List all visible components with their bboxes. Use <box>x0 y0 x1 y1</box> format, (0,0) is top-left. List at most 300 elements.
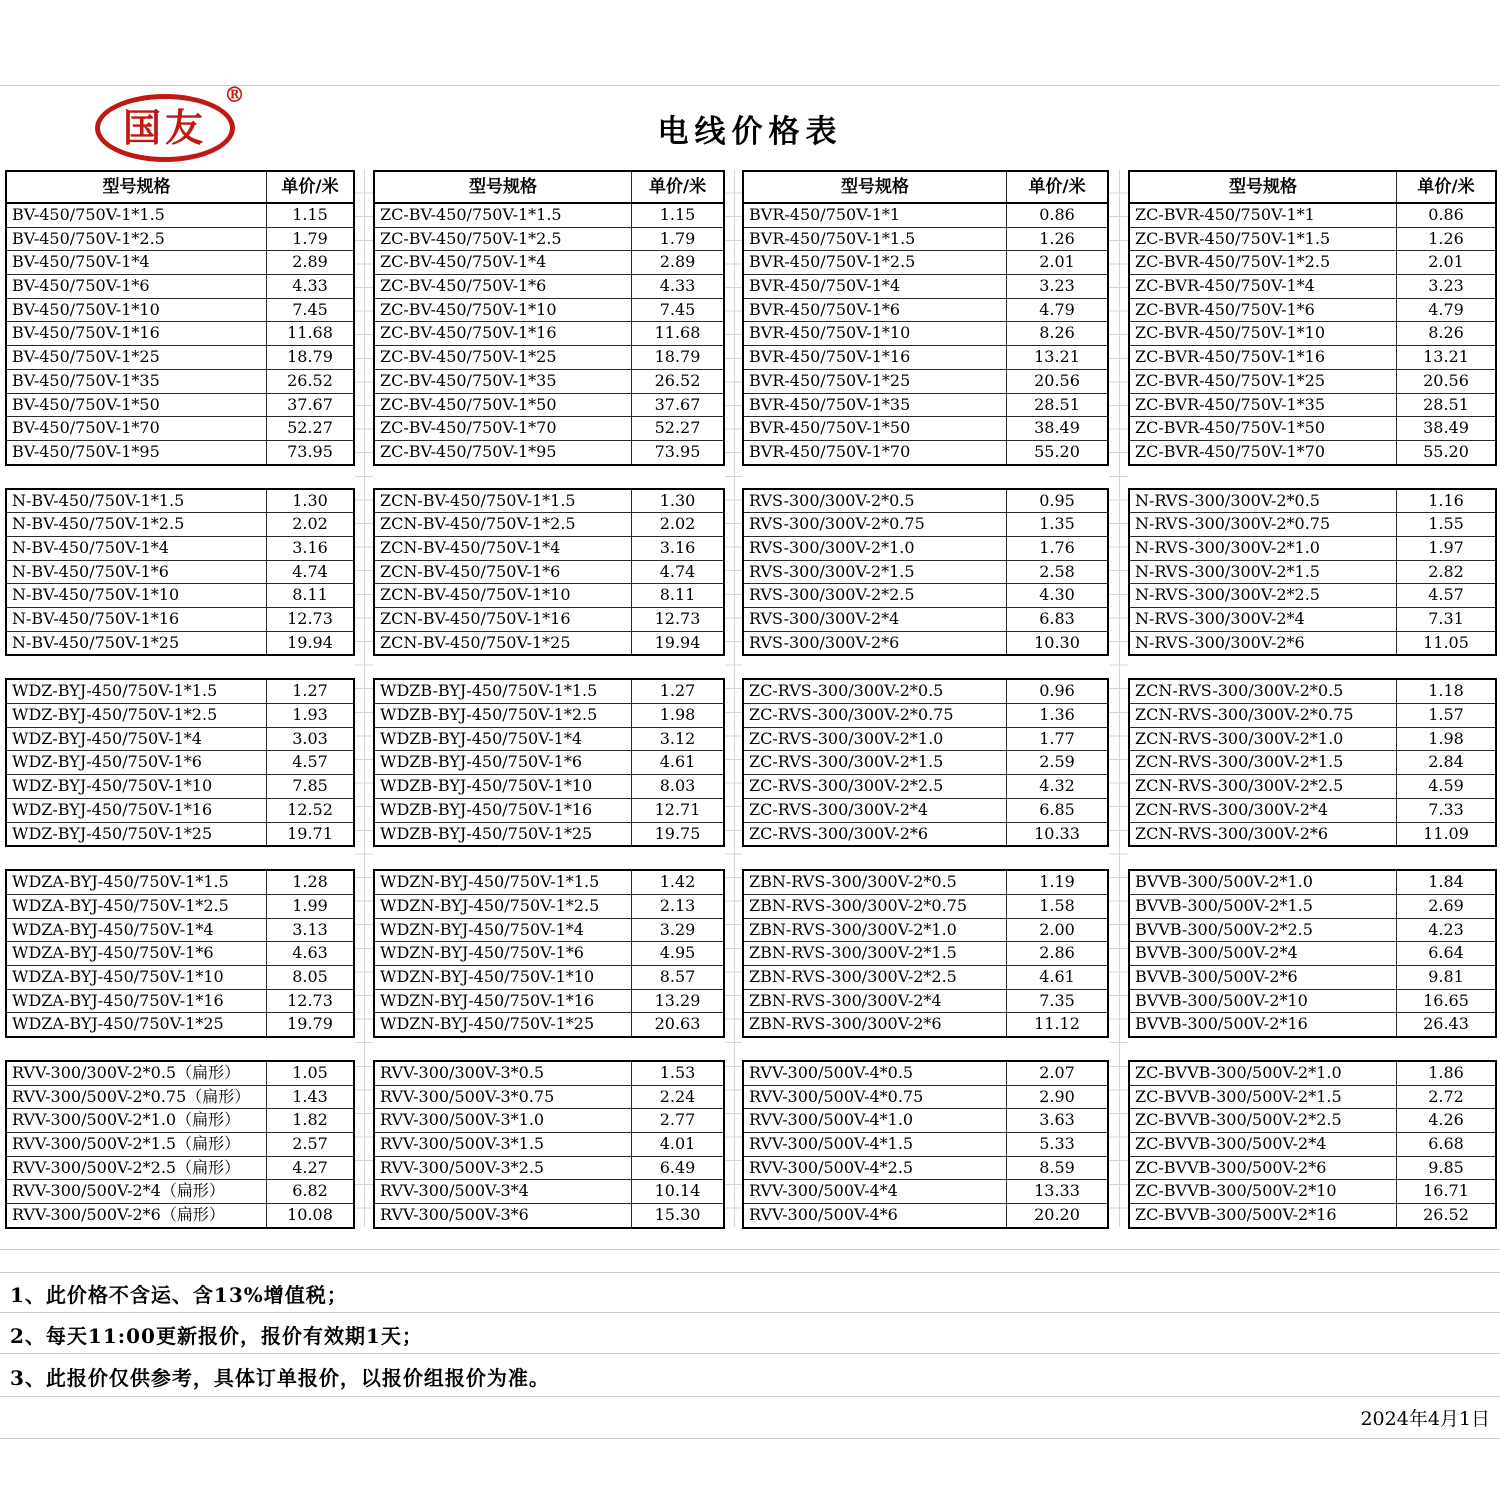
price-cell: 2.82 <box>1428 561 1464 581</box>
price-cell: 52.27 <box>287 418 333 438</box>
spec-cell: ZC-BVR-450/750V-1*25 <box>1130 370 1397 393</box>
table-row <box>7 1132 353 1156</box>
price-block <box>742 1060 1109 1229</box>
grid-line <box>0 1396 1500 1397</box>
price-block <box>373 1060 725 1229</box>
price-cell: 3.16 <box>659 537 696 557</box>
table-row <box>375 631 723 655</box>
page-title: 电线价格表 <box>657 114 843 150</box>
price-block <box>1128 488 1497 657</box>
price-cell: 20.63 <box>654 1014 701 1034</box>
price-cell: 4.27 <box>292 1157 328 1177</box>
price-table-1 <box>5 170 355 1229</box>
spec-cell: RVV-300/500V-4*2.5 <box>744 1157 1007 1180</box>
price-cell: 1.77 <box>1039 728 1075 748</box>
table-row <box>1130 894 1495 918</box>
table-row <box>1130 871 1495 894</box>
grid-line <box>0 1312 1500 1313</box>
table-row <box>7 774 353 798</box>
price-cell: 7.35 <box>1039 990 1075 1010</box>
table-row <box>1130 1062 1495 1085</box>
spec-cell: WDZB-BYJ-450/750V-1*1.5 <box>375 680 632 703</box>
spec-cell: RVV-300/500V-2*2.5（扁形） <box>7 1157 267 1180</box>
spec-cell: RVS-300/300V-2*1.0 <box>744 537 1007 560</box>
spec-cell: WDZN-BYJ-450/750V-1*1.5 <box>375 871 632 894</box>
note-2: 2、每天11:00更新报价，报价有效期1天； <box>10 1324 423 1348</box>
table-row <box>375 512 723 536</box>
table-row <box>7 227 353 251</box>
spec-cell: ZC-BVR-450/750V-1*70 <box>1130 441 1397 464</box>
table-row <box>744 1203 1107 1227</box>
price-cell: 4.33 <box>659 276 696 296</box>
spec-cell: ZC-BV-450/750V-1*10 <box>375 299 632 322</box>
table-row <box>375 989 723 1013</box>
price-cell: 4.74 <box>659 561 696 581</box>
price-cell: 19.75 <box>654 823 701 843</box>
table-row <box>744 1012 1107 1036</box>
table-row <box>744 536 1107 560</box>
price-cell: 12.73 <box>287 609 333 628</box>
table-row <box>1130 989 1495 1013</box>
price-cell: 1.98 <box>659 705 696 725</box>
spec-cell: ZC-BVVB-300/500V-2*10 <box>1130 1180 1397 1203</box>
price-cell: 13.21 <box>1034 347 1080 367</box>
price-cell: 8.05 <box>292 966 328 986</box>
spec-cell: ZC-BV-450/750V-1*95 <box>375 441 632 464</box>
spec-cell: ZC-BVVB-300/500V-2*2.5 <box>1130 1109 1397 1132</box>
spec-cell: BVVB-300/500V-2*1.5 <box>1130 895 1397 918</box>
table-row <box>7 298 353 322</box>
table-row <box>375 1085 723 1109</box>
spec-cell: RVV-300/300V-3*0.5 <box>375 1062 632 1085</box>
spec-cell: N-RVS-300/300V-2*0.5 <box>1130 490 1397 513</box>
spec-cell: ZBN-RVS-300/300V-2*0.5 <box>744 871 1007 894</box>
price-block <box>742 678 1109 847</box>
price-cell: 1.18 <box>1428 681 1464 701</box>
table-row <box>375 321 723 345</box>
spec-cell: ZBN-RVS-300/300V-2*1.0 <box>744 919 1007 942</box>
table-row <box>744 631 1107 655</box>
table-row <box>7 941 353 965</box>
table-row <box>7 680 353 703</box>
price-cell: 38.49 <box>1034 418 1080 438</box>
spec-cell: RVV-300/500V-3*0.75 <box>375 1086 632 1109</box>
price-cell: 1.26 <box>1428 228 1464 248</box>
price-cell: 6.68 <box>1428 1134 1464 1154</box>
spec-cell: ZC-BVVB-300/500V-2*4 <box>1130 1133 1397 1156</box>
spec-cell: BVVB-300/500V-2*4 <box>1130 942 1397 965</box>
table-row <box>375 941 723 965</box>
table-row <box>7 1108 353 1132</box>
price-cell: 0.96 <box>1039 681 1075 701</box>
price-cell: 2.59 <box>1039 752 1075 772</box>
price-cell: 3.16 <box>292 537 328 557</box>
table-row <box>744 774 1107 798</box>
table-row <box>744 560 1107 584</box>
grid-line <box>0 1438 1500 1439</box>
price-cell: 10.08 <box>287 1205 333 1225</box>
table-row <box>1130 369 1495 393</box>
table-row <box>375 1012 723 1036</box>
table-row <box>375 274 723 298</box>
table-row <box>744 345 1107 369</box>
price-cell: 2.02 <box>659 514 696 534</box>
price-cell: 26.52 <box>654 370 701 390</box>
price-table-3 <box>742 170 1109 1229</box>
spec-cell: BV-450/750V-1*70 <box>7 417 267 440</box>
spec-cell: ZC-BV-450/750V-1*2.5 <box>375 228 632 251</box>
price-cell: 1.19 <box>1039 872 1075 892</box>
price-cell: 3.23 <box>1039 276 1075 296</box>
table-row <box>375 798 723 822</box>
table-row <box>375 416 723 440</box>
table-row <box>7 204 353 227</box>
spec-cell: WDZ-BYJ-450/750V-1*1.5 <box>7 680 267 703</box>
price-cell: 8.11 <box>659 585 696 605</box>
table-row <box>1130 274 1495 298</box>
price-cell: 7.45 <box>659 299 696 319</box>
spec-cell: WDZB-BYJ-450/750V-1*10 <box>375 775 632 798</box>
price-cell: 9.81 <box>1428 966 1464 986</box>
table-row <box>7 607 353 631</box>
spec-cell: BV-450/750V-1*35 <box>7 370 267 393</box>
price-cell: 38.49 <box>1423 418 1469 438</box>
quote-date: 2024年4月1日 <box>1360 1408 1490 1430</box>
price-cell: 7.45 <box>292 299 328 319</box>
price-cell: 37.67 <box>654 394 701 414</box>
spec-cell: WDZ-BYJ-450/750V-1*2.5 <box>7 704 267 727</box>
table-row <box>744 321 1107 345</box>
table-row <box>375 1108 723 1132</box>
price-block <box>742 488 1109 657</box>
table-row <box>375 583 723 607</box>
price-cell: 19.71 <box>287 823 333 843</box>
spec-cell: ZC-BV-450/750V-1*25 <box>375 346 632 369</box>
spec-cell: RVS-300/300V-2*0.75 <box>744 513 1007 536</box>
table-row <box>7 321 353 345</box>
table-row <box>744 894 1107 918</box>
spec-header: 型号规格 <box>744 172 1007 202</box>
price-cell: 4.59 <box>1428 776 1464 796</box>
spec-cell: WDZN-BYJ-450/750V-1*10 <box>375 966 632 989</box>
table-row <box>375 298 723 322</box>
table-row <box>1130 941 1495 965</box>
table-row <box>7 250 353 274</box>
spec-cell: BV-450/750V-1*1.5 <box>7 204 267 227</box>
spec-cell: ZC-BV-450/750V-1*1.5 <box>375 204 632 227</box>
price-header: 单价/米 <box>1028 177 1086 197</box>
price-header: 单价/米 <box>281 177 339 197</box>
spec-cell: N-BV-450/750V-1*16 <box>7 608 267 631</box>
spec-cell: ZC-BVR-450/750V-1*1 <box>1130 204 1397 227</box>
table-row <box>375 250 723 274</box>
price-cell: 1.43 <box>292 1086 328 1106</box>
price-cell: 8.26 <box>1039 323 1075 343</box>
spec-cell: ZCN-RVS-300/300V-2*1.0 <box>1130 728 1397 751</box>
table-row <box>1130 227 1495 251</box>
table-row <box>375 1156 723 1180</box>
price-cell: 6.82 <box>292 1181 328 1201</box>
table-row <box>1130 703 1495 727</box>
spec-cell: ZC-BVVB-300/500V-2*6 <box>1130 1157 1397 1180</box>
table-row <box>1130 536 1495 560</box>
table-row <box>7 918 353 942</box>
table-row <box>1130 774 1495 798</box>
spec-cell: ZC-RVS-300/300V-2*4 <box>744 799 1007 822</box>
spec-cell: ZCN-BV-450/750V-1*10 <box>375 584 632 607</box>
price-cell: 1.27 <box>659 681 696 701</box>
table-row <box>375 871 723 894</box>
spec-cell: BVVB-300/500V-2*2.5 <box>1130 919 1397 942</box>
table-row <box>744 490 1107 513</box>
grid-gap-column <box>355 170 373 1227</box>
spec-cell: ZC-RVS-300/300V-2*0.5 <box>744 680 1007 703</box>
price-cell: 26.43 <box>1423 1014 1469 1034</box>
table-row <box>375 490 723 513</box>
price-cell: 2.00 <box>1039 919 1075 939</box>
table-row <box>1130 822 1495 846</box>
price-cell: 2.90 <box>1039 1086 1075 1106</box>
spec-cell: ZBN-RVS-300/300V-2*4 <box>744 990 1007 1013</box>
price-cell: 1.84 <box>1428 872 1464 892</box>
spec-cell: WDZB-BYJ-450/750V-1*16 <box>375 799 632 822</box>
spec-cell: WDZA-BYJ-450/750V-1*1.5 <box>7 871 267 894</box>
table-row <box>744 440 1107 464</box>
table-row <box>375 680 723 703</box>
table-row <box>744 703 1107 727</box>
table-row <box>1130 1132 1495 1156</box>
spec-cell: N-BV-450/750V-1*1.5 <box>7 490 267 513</box>
table-row <box>7 1156 353 1180</box>
spec-cell: BVVB-300/500V-2*1.0 <box>1130 871 1397 894</box>
spec-cell: ZC-BV-450/750V-1*4 <box>375 251 632 274</box>
table-row <box>7 416 353 440</box>
table-row <box>7 1012 353 1036</box>
table-row <box>7 512 353 536</box>
spec-cell: BV-450/750V-1*25 <box>7 346 267 369</box>
table-row <box>744 941 1107 965</box>
price-cell: 4.79 <box>1428 299 1464 319</box>
spec-cell: BVVB-300/500V-2*6 <box>1130 966 1397 989</box>
table-row <box>7 345 353 369</box>
brand-logo-text: 国友 <box>122 105 207 150</box>
price-block <box>5 170 355 466</box>
price-cell: 73.95 <box>287 441 333 461</box>
table-row <box>744 727 1107 751</box>
registered-trademark-icon: ® <box>224 82 245 107</box>
spec-cell: WDZA-BYJ-450/750V-1*10 <box>7 966 267 989</box>
table-row <box>7 750 353 774</box>
spec-cell: ZC-BVR-450/750V-1*6 <box>1130 299 1397 322</box>
price-block <box>1128 170 1497 466</box>
table-row <box>375 440 723 464</box>
spec-cell: RVV-300/500V-3*1.0 <box>375 1109 632 1132</box>
price-cell: 20.56 <box>1423 370 1469 390</box>
price-cell: 2.72 <box>1428 1086 1464 1106</box>
price-cell: 26.52 <box>1423 1205 1469 1225</box>
spec-cell: WDZB-BYJ-450/750V-1*25 <box>375 823 632 846</box>
price-cell: 1.97 <box>1428 537 1464 557</box>
table-header-row <box>7 172 353 204</box>
spec-cell: ZC-BVR-450/750V-1*10 <box>1130 322 1397 345</box>
price-cell: 1.79 <box>659 228 696 248</box>
table-row <box>744 989 1107 1013</box>
table-row <box>744 822 1107 846</box>
price-block <box>373 678 725 847</box>
price-cell: 1.86 <box>1428 1063 1464 1082</box>
price-cell: 1.99 <box>292 895 328 915</box>
price-cell: 1.15 <box>292 205 328 224</box>
price-cell: 2.01 <box>1428 252 1464 272</box>
price-cell: 8.57 <box>659 966 696 986</box>
table-row <box>744 798 1107 822</box>
spec-cell: BVR-450/750V-1*1 <box>744 204 1007 227</box>
table-row <box>1130 583 1495 607</box>
table-row <box>375 560 723 584</box>
spec-cell: RVV-300/500V-4*0.75 <box>744 1086 1007 1109</box>
price-cell: 20.56 <box>1034 370 1080 390</box>
spec-cell: WDZA-BYJ-450/750V-1*4 <box>7 919 267 942</box>
spec-cell: BVVB-300/500V-2*10 <box>1130 990 1397 1013</box>
table-row <box>1130 798 1495 822</box>
price-cell: 4.23 <box>1428 919 1464 939</box>
table-row <box>7 871 353 894</box>
price-cell: 12.73 <box>287 990 333 1010</box>
price-cell: 1.15 <box>659 205 696 224</box>
table-row <box>7 631 353 655</box>
price-cell: 1.28 <box>292 872 328 892</box>
table-row <box>1130 965 1495 989</box>
table-row <box>375 774 723 798</box>
table-row <box>375 965 723 989</box>
spec-cell: ZC-BVR-450/750V-1*16 <box>1130 346 1397 369</box>
table-row <box>375 369 723 393</box>
spec-cell: RVV-300/500V-2*6（扁形） <box>7 1204 267 1227</box>
spec-cell: WDZA-BYJ-450/750V-1*6 <box>7 942 267 965</box>
price-table-4 <box>1128 170 1497 1229</box>
price-cell: 12.73 <box>654 609 701 628</box>
table-row <box>744 1179 1107 1203</box>
spec-cell: RVV-300/500V-4*6 <box>744 1204 1007 1227</box>
price-cell: 10.33 <box>1034 823 1080 843</box>
price-cell: 6.49 <box>659 1157 696 1177</box>
table-row <box>375 345 723 369</box>
price-cell: 4.61 <box>1039 966 1075 986</box>
spec-cell: WDZN-BYJ-450/750V-1*25 <box>375 1013 632 1036</box>
table-row <box>375 1132 723 1156</box>
price-cell: 11.68 <box>654 323 701 343</box>
table-row <box>7 703 353 727</box>
price-cell: 1.98 <box>1428 728 1464 748</box>
table-row <box>375 894 723 918</box>
price-cell: 15.30 <box>654 1205 701 1225</box>
table-row <box>375 204 723 227</box>
spec-cell: RVS-300/300V-2*4 <box>744 608 1007 631</box>
table-row <box>7 894 353 918</box>
spec-cell: RVV-300/500V-4*1.0 <box>744 1109 1007 1132</box>
price-cell: 6.83 <box>1039 609 1075 628</box>
spec-cell: RVV-300/300V-2*0.5（扁形） <box>7 1062 267 1085</box>
price-block <box>1128 1060 1497 1229</box>
price-cell: 52.27 <box>654 418 701 438</box>
price-cell: 2.84 <box>1428 752 1464 772</box>
price-block <box>373 488 725 657</box>
spec-cell: RVV-300/500V-3*6 <box>375 1204 632 1227</box>
note-3: 3、此报价仅供参考，具体订单报价，以报价组报价为准。 <box>10 1366 550 1390</box>
price-cell: 1.55 <box>1428 514 1464 534</box>
price-cell: 19.94 <box>287 632 333 652</box>
table-row <box>1130 1085 1495 1109</box>
price-cell: 7.33 <box>1428 799 1464 819</box>
price-cell: 16.65 <box>1423 990 1469 1010</box>
price-cell: 1.76 <box>1039 537 1075 557</box>
table-row <box>744 1156 1107 1180</box>
price-cell: 8.11 <box>292 585 328 605</box>
spec-cell: ZC-BV-450/750V-1*6 <box>375 275 632 298</box>
table-row <box>375 1203 723 1227</box>
price-cell: 11.12 <box>1034 1014 1080 1034</box>
spec-cell: BV-450/750V-1*10 <box>7 299 267 322</box>
table-row <box>744 512 1107 536</box>
table-row <box>1130 1156 1495 1180</box>
spec-cell: BV-450/750V-1*2.5 <box>7 228 267 251</box>
price-block <box>742 170 1109 466</box>
price-cell: 2.89 <box>659 252 696 272</box>
spec-cell: RVS-300/300V-2*0.5 <box>744 490 1007 513</box>
spec-header: 型号规格 <box>1130 172 1397 202</box>
spec-cell: RVV-300/500V-2*4（扁形） <box>7 1180 267 1203</box>
table-row <box>7 1085 353 1109</box>
spec-cell: RVV-300/500V-4*1.5 <box>744 1133 1007 1156</box>
price-cell: 1.30 <box>292 490 328 510</box>
spec-cell: WDZ-BYJ-450/750V-1*4 <box>7 728 267 751</box>
price-cell: 13.21 <box>1423 347 1469 367</box>
price-cell: 1.93 <box>292 705 328 725</box>
price-cell: 3.29 <box>659 919 696 939</box>
price-header: 单价/米 <box>648 177 707 197</box>
table-row <box>744 369 1107 393</box>
price-cell: 2.69 <box>1428 895 1464 915</box>
table-row <box>744 871 1107 894</box>
spec-cell: ZBN-RVS-300/300V-2*0.75 <box>744 895 1007 918</box>
price-block <box>5 678 355 847</box>
price-cell: 55.20 <box>1034 441 1080 461</box>
table-row <box>744 250 1107 274</box>
spec-cell: ZC-BVVB-300/500V-2*1.0 <box>1130 1062 1397 1085</box>
table-row <box>7 490 353 513</box>
price-cell: 2.57 <box>292 1134 328 1154</box>
price-cell: 73.95 <box>654 441 701 461</box>
price-cell: 18.79 <box>287 347 333 367</box>
table-header-row <box>1130 172 1495 204</box>
spec-cell: WDZB-BYJ-450/750V-1*6 <box>375 751 632 774</box>
spec-cell: N-RVS-300/300V-2*6 <box>1130 632 1397 655</box>
table-row <box>1130 512 1495 536</box>
spec-cell: ZCN-BV-450/750V-1*2.5 <box>375 513 632 536</box>
table-row <box>7 965 353 989</box>
price-cell: 2.58 <box>1039 561 1075 581</box>
price-cell: 4.63 <box>292 943 328 963</box>
price-cell: 1.05 <box>292 1063 328 1082</box>
table-row <box>1130 393 1495 417</box>
spec-cell: ZC-RVS-300/300V-2*0.75 <box>744 704 1007 727</box>
table-row <box>744 227 1107 251</box>
table-row <box>1130 1203 1495 1227</box>
table-row <box>7 274 353 298</box>
price-cell: 13.33 <box>1034 1181 1080 1201</box>
price-cell: 4.30 <box>1039 585 1075 605</box>
price-cell: 13.29 <box>654 990 701 1010</box>
